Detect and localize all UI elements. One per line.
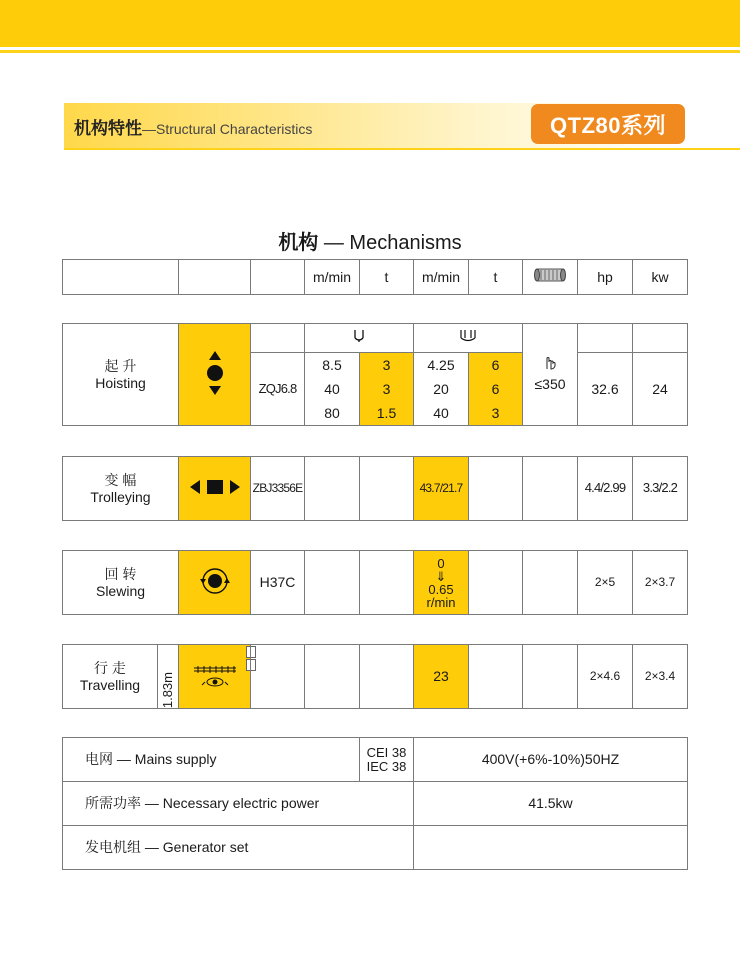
hoisting-load-2fall — [360, 353, 414, 426]
travelling-kw: 2×3.4 — [633, 645, 688, 709]
section-title-zh: 机构特性 — [74, 119, 142, 138]
top-yellow-rule — [0, 50, 740, 53]
hoisting-speed-2fall-3: 80 — [324, 405, 340, 421]
hoisting-name-en: Hoisting — [95, 374, 146, 391]
reeving-4fall-cell — [414, 324, 523, 353]
unit-load-2: t — [469, 260, 523, 295]
power-table — [62, 737, 688, 870]
hoisting-kw: 24 — [633, 353, 688, 426]
page-title — [0, 226, 740, 255]
slewing-empty-3 — [469, 551, 523, 615]
up-down-arrows-icon — [205, 350, 225, 396]
hoisting-header-kw-blank — [633, 324, 688, 353]
generator-set-label: 发电机组 — Generator set — [63, 826, 414, 870]
unit-load-1: t — [360, 260, 414, 295]
travelling-table — [62, 644, 688, 709]
travelling-name — [63, 645, 158, 709]
rail-track-icon — [192, 660, 238, 690]
slewing-kw: 2×3.7 — [633, 551, 688, 615]
hoisting-load-2fall-3: 1.5 — [376, 405, 397, 421]
mains-supply-value: 400V(+6%-10%)50HZ — [414, 738, 688, 782]
hand-cursor-icon — [543, 356, 557, 370]
travelling-marker-box-1 — [246, 646, 256, 658]
slewing-empty-2 — [360, 551, 414, 615]
trolleying-name-en: Trolleying — [90, 488, 151, 505]
travelling-name-zh: 行 走 — [94, 660, 126, 677]
trolleying-empty-2 — [360, 457, 414, 521]
slewing-table — [62, 550, 688, 615]
hoisting-name — [63, 324, 179, 426]
units-empty-1 — [63, 260, 179, 295]
hoisting-load-4fall-2: 6 — [491, 381, 500, 397]
travelling-empty-2 — [360, 645, 414, 709]
slewing-name — [63, 551, 179, 615]
hoisting-load-4fall-1: 6 — [491, 357, 500, 373]
slewing-speed-to: 0.65 — [428, 581, 454, 597]
slewing-model: H37C — [251, 551, 305, 615]
hoisting-hp: 32.6 — [578, 353, 633, 426]
travelling-name-en: Travelling — [79, 676, 141, 693]
section-title-en: —Structural Characteristics — [142, 121, 313, 137]
unit-rope-cell — [523, 260, 578, 295]
page-title-en: — Mechanisms — [318, 232, 462, 254]
rotation-icon — [200, 566, 230, 596]
unit-kw: kw — [633, 260, 688, 295]
trolleying-name — [63, 457, 179, 521]
mains-standards — [360, 738, 414, 782]
hoisting-rope — [523, 324, 578, 426]
trolleying-model: ZBJ3356E — [251, 457, 305, 521]
travelling-gauge-cell — [158, 645, 179, 709]
trolley-control-cell — [179, 457, 251, 521]
slew-control-cell — [179, 551, 251, 615]
travelling-speed: 23 — [414, 645, 469, 709]
series-badge: QTZ80系列 — [531, 104, 685, 144]
trolleying-table — [62, 456, 688, 521]
mains-standard-1: CEI 38 — [366, 744, 407, 760]
unit-speed-1: m/min — [305, 260, 360, 295]
banner-underline — [64, 148, 740, 150]
hoisting-name-zh: 起 升 — [104, 358, 137, 375]
page-title-zh: 机构 — [278, 232, 319, 254]
top-yellow-band — [0, 0, 740, 47]
slewing-speed-from: 0 — [437, 555, 445, 571]
travelling-marker-box-2 — [246, 659, 256, 671]
travelling-empty-4 — [523, 645, 578, 709]
electric-power-value: 41.5kw — [414, 782, 688, 826]
slewing-name-zh: 回 转 — [104, 566, 137, 583]
hoisting-speed-4fall-3: 40 — [433, 405, 449, 421]
slewing-empty-1 — [305, 551, 360, 615]
slewing-speed-unit: r/min — [426, 594, 456, 610]
slewing-name-en: Slewing — [95, 582, 146, 599]
hoisting-speed-4fall-2: 20 — [433, 381, 449, 397]
four-fall-hook-icon — [459, 329, 477, 343]
units-empty-2 — [179, 260, 251, 295]
mains-standard-2: IEC 38 — [366, 758, 407, 774]
trolleying-empty-3 — [469, 457, 523, 521]
slewing-hp: 2×5 — [578, 551, 633, 615]
hoisting-speed-4fall-1: 4.25 — [427, 357, 455, 373]
units-table — [62, 259, 688, 295]
travelling-model-blank — [251, 645, 305, 709]
travelling-hp: 2×4.6 — [578, 645, 633, 709]
hoisting-rope-value: ≤350 — [534, 376, 566, 393]
cable-drum-icon — [532, 266, 568, 284]
trolleying-empty-4 — [523, 457, 578, 521]
slewing-speed — [414, 551, 469, 615]
travel-control-cell — [179, 645, 251, 709]
slewing-speed-arrow: ⇓ — [435, 568, 447, 584]
left-right-arrows-icon — [189, 479, 241, 495]
hoisting-load-2fall-1: 3 — [382, 357, 391, 373]
hoisting-load-2fall-2: 3 — [382, 381, 391, 397]
electric-power-label: 所需功率 — Necessary electric power — [63, 782, 414, 826]
slewing-empty-4 — [523, 551, 578, 615]
hoisting-load-4fall-3: 3 — [491, 405, 500, 421]
reeving-2fall-cell — [305, 324, 414, 353]
hoisting-model: ZQJ6.8 — [251, 353, 305, 426]
hoisting-table — [62, 323, 688, 426]
generator-set-value — [414, 826, 688, 870]
trolleying-kw: 3.3/2.2 — [633, 457, 688, 521]
unit-hp: hp — [578, 260, 633, 295]
trolleying-speed: 43.7/21.7 — [414, 457, 469, 521]
hoisting-speed-4fall — [414, 353, 469, 426]
hoisting-speed-2fall — [305, 353, 360, 426]
trolleying-hp: 4.4/2.99 — [578, 457, 633, 521]
units-empty-3 — [251, 260, 305, 295]
travelling-empty-3 — [469, 645, 523, 709]
hoisting-load-4fall — [469, 353, 523, 426]
section-title — [74, 114, 312, 139]
unit-speed-2: m/min — [414, 260, 469, 295]
trolleying-empty-1 — [305, 457, 360, 521]
mains-supply-label: 电网 — Mains supply — [63, 738, 360, 782]
two-fall-hook-icon — [352, 329, 366, 343]
hoist-control-cell — [179, 324, 251, 426]
hoisting-header-hp-blank — [578, 324, 633, 353]
hoisting-header-blank — [251, 324, 305, 353]
hoisting-speed-2fall-2: 40 — [324, 381, 340, 397]
travelling-gauge: 1.83m — [159, 671, 175, 708]
hoisting-speed-2fall-1: 8.5 — [322, 357, 342, 373]
travelling-empty-1 — [305, 645, 360, 709]
trolleying-name-zh: 变 幅 — [104, 472, 137, 489]
